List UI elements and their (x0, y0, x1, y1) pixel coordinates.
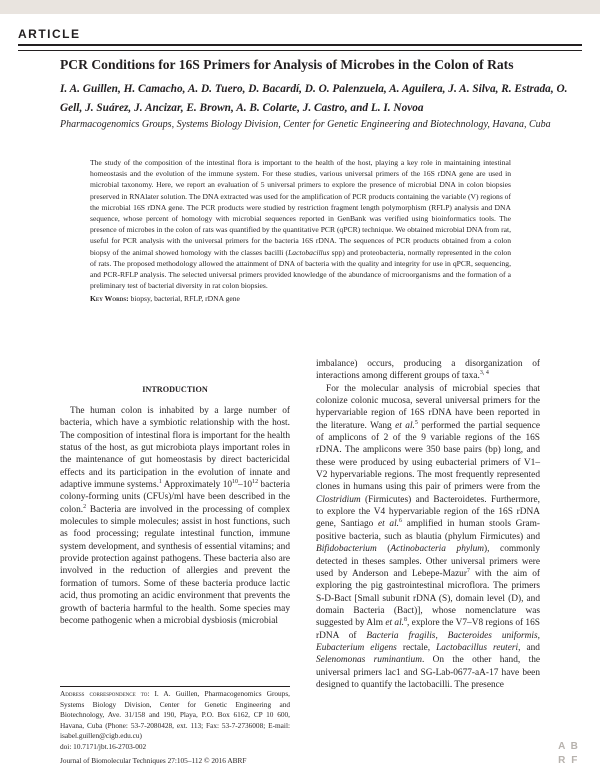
logo-letter: R (558, 754, 566, 766)
footnote-label: Address correspondence to: (60, 689, 150, 698)
logo-letter: F (571, 754, 578, 766)
journal-footer: Journal of Biomolecular Techniques 27:105–112 © 2016 ABRF (60, 756, 247, 765)
intro-paragraph-2: For the molecular analysis of microbial species that colonize colonic mucosa, several universal primers for the hypervariable region of 16S rDNA have been reported in the literature. Wang et al.$^5$ performed the partial sequence of amplicons of 2 of the 9 variable regions of the 16S rDNA. The amplicons were 350 base pairs (bp) long, and these were produced by using eubacterial primers of V1–V2 hypervariable regions. The most frequently represented clones in humans using this pair of primers were from the Clostridium (Firmicutes) and Bacteroidetes. Furthermore, to explore the V4 hypervariable region of the 16S rDNA gene, Santiago et al.$^6$ amplified in human stools Gram-positive bacteria, such as blautia (phylum Firmicutes) and Bifidobacterium (Actinobacteria phylum), commonly detected in theses samples. Other universal primers were used by Anderson and Lebepe-Mazur$^7$ with the aim of exploring the pig gastrointestinal microflora. The primers S-D-Bact [Small subunit rDNA (S), domain level (D), and domain Bacteria (Bact)], whose nomenclature was suggested by Alm et al.$^8$, explore the V7–V8 regions of 16S rDNA of Bacteria fragilis, Bacteroides uniformis, Eubacterium eligens rectale, Lactobacillus reuteri, and Selenomonas ruminantium. On the other hand, the universal primers lac1 and SG-Lab-0677-aA-17 have been designed to quantify the lactobacilli. The presence (316, 383, 541, 690)
logo-letter: B (570, 741, 578, 752)
header-rule (18, 50, 582, 51)
introduction-heading: INTRODUCTION (142, 385, 208, 394)
body-column-left (60, 405, 290, 627)
affiliation: Pharmacogenomics Groups, Systems Biology Division, Center for Genetic Engineering and Biotechnology, Havana, Cuba (60, 119, 551, 130)
abrf-logo (556, 741, 580, 767)
abstract-text: The study of the composition of the intestinal flora is important to the health of the host, playing a key role in maintaining intestinal homeostasis and the evolution of the immune system. For these studies, various universal primers of the 16S rDNA gene are used in microbial taxonomy. Here, we report an evaluation of 5 universal primers to explore the presence of microbial DNA in colon biopsies preserved in RNAlater solution. The DNA extracted was used for the amplification of PCR products containing the variable (V) regions of the microbial 16S rDNA gene. The PCR products were studied by restriction fragment length polymorphism (RFLP) analysis and DNA sequence, whose percent of homology with microbial sequences reported in GenBank was verified using bioinformatics tools. The presence of microbes in the colon of rats was quantified by the quantitative PCR (qPCR) technique. We obtained microbial DNA from rat, useful for PCR analysis with the universal primers for the bacteria 16S rDNA. The sequences of PCR products obtained from a colon biopsy of the animal showed homology with the classes bacilli (Lactobacillus spp) and proteobacteria, normally represented in the colon of rats. The proposed methodology allowed the attainment of DNA of bacteria with the quality and integrity for use in qPCR, sequencing, and PCR-RFLP analysis. The selected universal primers provided knowledge of the abundance of microorganisms and the formation of a preliminary test of bacterial diversity in rat colon biopsies. (90, 158, 511, 291)
intro-paragraph-1-continued: imbalance) occurs, producing a disorganization of interactions among different groups of taxa.$^{3, 4}$ (316, 359, 540, 382)
top-color-bar (0, 0, 600, 14)
keywords (90, 293, 511, 304)
keywords-label: Key Words: (90, 294, 129, 304)
correspondence-footnote: Address correspondence to: I. A. Guillen, Pharmacogenomics Groups, Systems Biology Division, Center for Genetic Engineering and Biotechnology, Ave. 31/158 and 190, Playa, P.O. Box 6162, CP 10 600, Havana, Cuba (Phone: 53-7-2080428, ext. 113; Fax: 53-7-2736008; E-mail: isabel.guillen@cigb.edu.cu) doi: 10.7171/jbt.16-2703-002 (60, 689, 290, 751)
logo-letter: A (558, 741, 566, 752)
article-title: PCR Conditions for 16S Primers for Analysis of Microbes in the Colon of Rats (60, 57, 514, 72)
doi: doi: 10.7171/jbt.16-2703-002 (60, 741, 147, 751)
abstract (90, 157, 511, 305)
section-rule (18, 44, 582, 46)
body-column-right (316, 358, 540, 691)
intro-paragraph-1: The human colon is inhabited by a large number of bacteria, which have a symbiotic relationship with the host. The composition of intestinal flora is important for the health status of the host, as gut microbiota plays important roles in the maintenance of gut homeostasis by direct bactericidal effects and its participation in the evolution of innate and adaptive immune systems.$^1$ Approximately $10^{10}-10^{12}$ bacteria colony-forming units (CFUs)/ml have been described in the colon.$^2$ Bacteria are involved in the processing of complex molecules to simple molecules; assist in host functions, such as food processing; regulate intestinal function, immune system development, and synthesis of essential vitamins; and provide protection against pathogens. These bacteria also are involved in the reduction of allergies and prevent the formation of tumors. Some of these bacteria produce lactic acid, thus promoting an acidic environment that prevents the growth of bacteria harmful to the health. Some species may become pathogenic when a microbial dysbiosis (microbial (60, 406, 290, 626)
section-label: ARTICLE (18, 27, 81, 41)
footnote-rule (60, 686, 290, 687)
author-list: I. A. Guillen, H. Camacho, A. D. Tuero, D. Bacardí, D. O. Palenzuela, A. Aguilera, J. A. Silva, R. Estrada, O. Gell, J. Suárez, J. Ancizar, E. Brown, A. B. Colarte, J. Castro, and L. I. Novoa (60, 83, 568, 114)
keywords-list: biopsy, bacterial, RFLP, rDNA gene (128, 294, 240, 304)
